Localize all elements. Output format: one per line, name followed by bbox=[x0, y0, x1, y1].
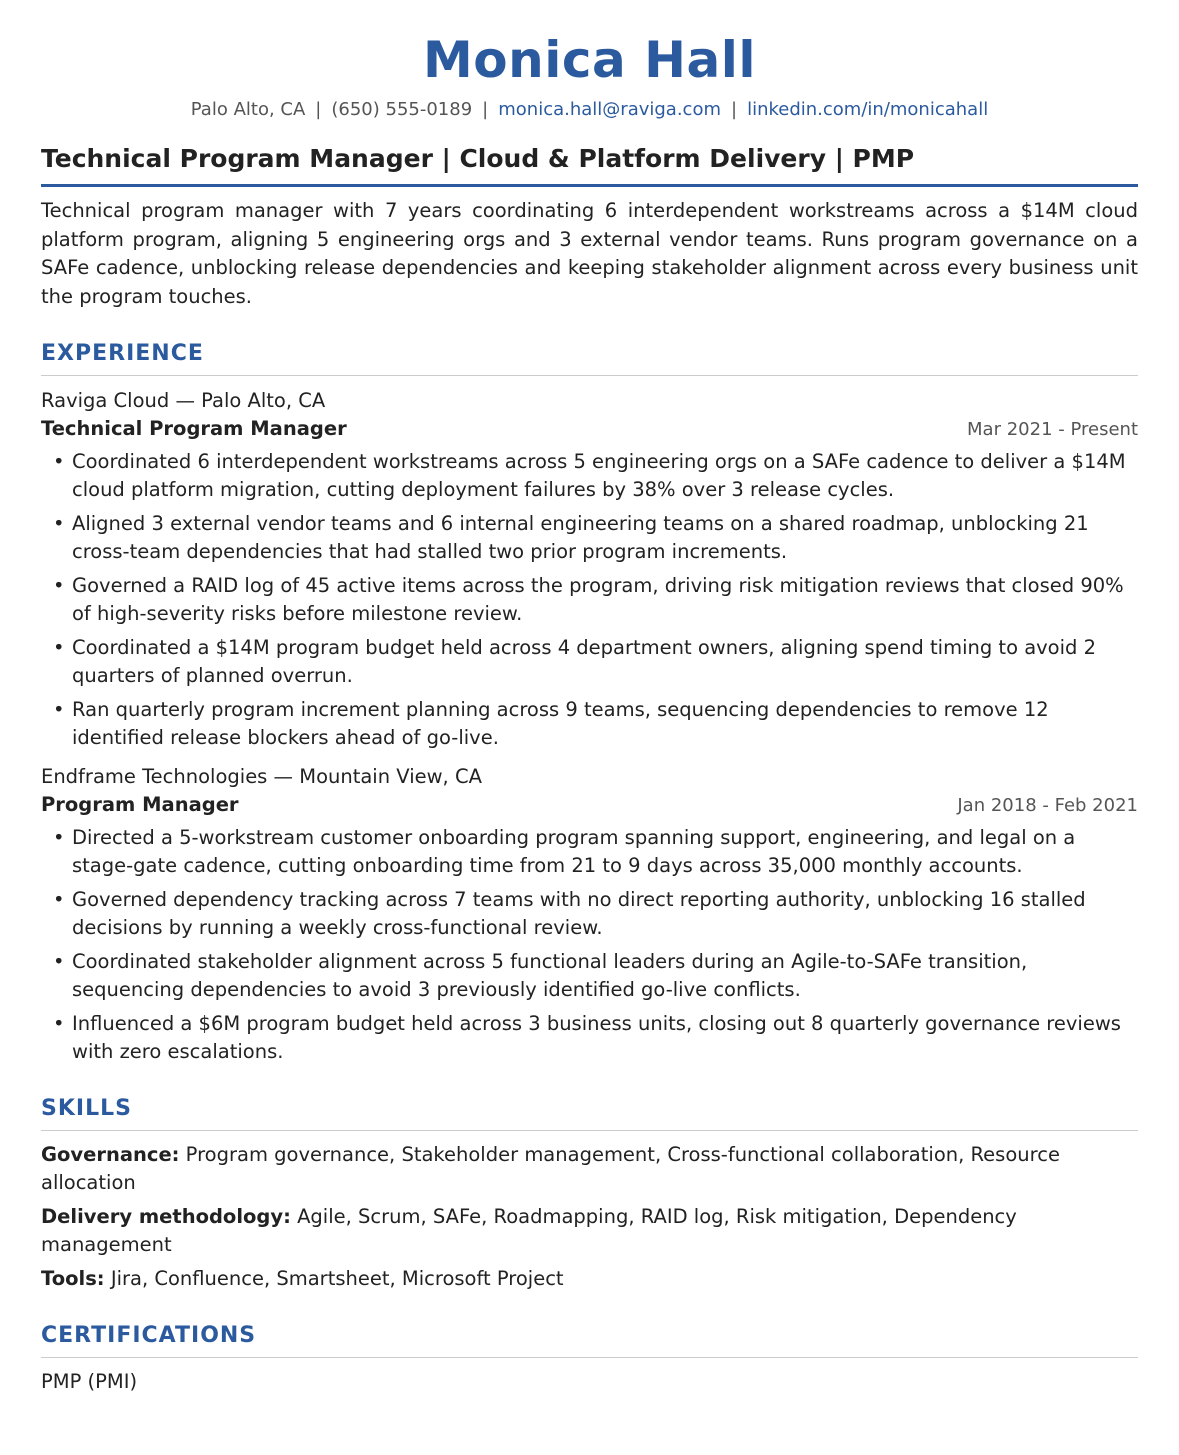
contact-separator: | bbox=[315, 99, 322, 120]
section-title-certifications: CERTIFICATIONS bbox=[41, 1321, 1138, 1358]
job-bullet-list bbox=[41, 448, 1138, 752]
contact-line bbox=[41, 98, 1138, 122]
skill-group-label: Governance: bbox=[41, 1143, 180, 1166]
job-dates: Jan 2018 - Feb 2021 bbox=[957, 795, 1138, 816]
job-bullet: • Aligned 3 external vendor teams and 6 internal engineering teams on a shared roadmap, unblocking 21 cross-team dependencies that had stalled two prior program increments. bbox=[41, 510, 1138, 566]
contact-separator: | bbox=[731, 99, 738, 120]
job-company: Raviga Cloud — Palo Alto, CA bbox=[41, 389, 326, 412]
job-entry bbox=[41, 763, 1138, 1066]
skill-group bbox=[41, 1203, 1138, 1259]
summary-paragraph: Technical program manager with 7 years coordinating 6 interdependent workstreams across a $14M cloud platform program, aligning 5 engineering orgs and 3 external vendor teams. Runs program governance on a SAFe cadence, unblocking release dependencies and keeping stakeholder alignment across every business unit the program touches. bbox=[41, 199, 1138, 308]
skill-group-label: Tools: bbox=[41, 1267, 105, 1290]
certification-item: PMP (PMI) bbox=[41, 1370, 138, 1393]
job-bullet: • Directed a 5-workstream customer onboarding program spanning support, engineering, and legal on a stage-gate cadence, cutting onboarding time from 21 to 9 days across 35,000 monthly accounts. bbox=[41, 824, 1138, 880]
contact-separator: | bbox=[482, 99, 489, 120]
skill-group-items: Jira, Confluence, Smartsheet, Microsoft Project bbox=[110, 1267, 564, 1290]
section-title-skills: SKILLS bbox=[41, 1094, 1138, 1131]
skill-group-items: Program governance, Stakeholder management, Cross-functional collaboration, Resource allocation bbox=[41, 1143, 1060, 1194]
job-role-row bbox=[41, 791, 1138, 820]
candidate-name: Monica Hall bbox=[423, 31, 756, 89]
job-entry bbox=[41, 387, 1138, 752]
section-title-experience: EXPERIENCE bbox=[41, 339, 1138, 376]
skill-group-label: Delivery methodology: bbox=[41, 1205, 291, 1228]
job-bullet-list bbox=[41, 824, 1138, 1066]
contact-location: Palo Alto, CA bbox=[190, 99, 306, 120]
job-role: Technical Program Manager bbox=[41, 417, 347, 440]
contact-phone: (650) 555-0189 bbox=[331, 99, 473, 120]
job-bullet: • Coordinated 6 interdependent workstreams across 5 engineering orgs on a SAFe cadence to deliver a $14M cloud platform migration, cutting deployment failures by 38% over 3 release cycles. bbox=[41, 448, 1138, 504]
skills-list bbox=[41, 1141, 1138, 1293]
skill-group bbox=[41, 1141, 1138, 1197]
job-bullet: • Influenced a $6M program budget held across 3 business units, closing out 8 quarterly governance reviews with zero escalations. bbox=[41, 1010, 1138, 1066]
job-bullet: • Governed a RAID log of 45 active items across the program, driving risk mitigation reviews that closed 90% of high-severity risks before milestone review. bbox=[41, 572, 1138, 628]
job-role-row bbox=[41, 415, 1138, 444]
job-role: Program Manager bbox=[41, 793, 239, 816]
job-bullet: • Coordinated stakeholder alignment across 5 functional leaders during an Agile-to-SAFe transition, sequencing dependencies to avoid 3 previously identified go-live conflicts. bbox=[41, 948, 1138, 1004]
contact-email-link[interactable]: monica.hall@raviga.com bbox=[498, 99, 721, 120]
job-bullet: • Governed dependency tracking across 7 teams with no direct reporting authority, unblocking 16 stalled decisions by running a weekly cross-functional review. bbox=[41, 886, 1138, 942]
skill-group bbox=[41, 1265, 1138, 1293]
resume-headline: Technical Program Manager | Cloud & Platform Delivery | PMP bbox=[41, 142, 1138, 187]
job-bullet: • Coordinated a $14M program budget held across 4 department owners, aligning spend timing to avoid 2 quarters of planned overrun. bbox=[41, 634, 1138, 690]
job-bullet: • Ran quarterly program increment planning across 9 teams, sequencing dependencies to remove 12 identified release blockers ahead of go-live. bbox=[41, 696, 1138, 752]
skill-group-items: Agile, Scrum, SAFe, Roadmapping, RAID log, Risk mitigation, Dependency management bbox=[41, 1205, 1017, 1256]
job-company: Endframe Technologies — Mountain View, CA bbox=[41, 765, 482, 788]
job-dates: Mar 2021 - Present bbox=[967, 419, 1138, 440]
contact-linkedin-link[interactable]: linkedin.com/in/monicahall bbox=[747, 99, 989, 120]
